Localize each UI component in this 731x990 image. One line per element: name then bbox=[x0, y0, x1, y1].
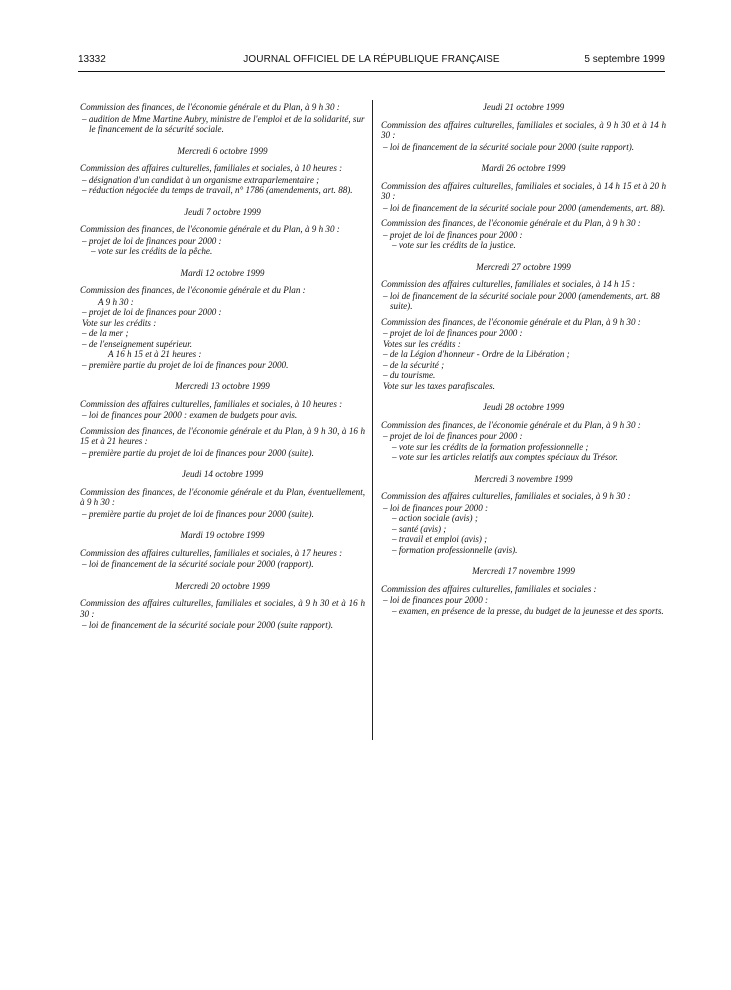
commission-heading: Commission des finances, de l'économie générale et du Plan : bbox=[80, 285, 306, 295]
agenda-item: – de la Légion d'honneur - Ordre de la Libération ; bbox=[383, 349, 570, 359]
page-number: 13332 bbox=[78, 54, 106, 65]
commission-heading: Commission des affaires culturelles, familiales et sociales, à 14 h 15 : bbox=[381, 279, 636, 289]
agenda-item: – réduction négociée du temps de travail, n° 1786 (amendements, art. 88). bbox=[82, 185, 353, 195]
left-column bbox=[80, 102, 365, 631]
agenda-item: – de la mer ; bbox=[82, 328, 129, 338]
date-heading: Mercredi 17 novembre 1999 bbox=[472, 566, 575, 576]
right-column bbox=[381, 102, 666, 616]
agenda-item: – première partie du projet de loi de finances pour 2000 (suite). bbox=[82, 447, 314, 458]
time-label: A 9 h 30 : bbox=[98, 296, 134, 307]
date-heading: Mercredi 6 octobre 1999 bbox=[177, 145, 268, 156]
agenda-item: – loi de finances pour 2000 : bbox=[383, 502, 489, 513]
journal-title: JOURNAL OFFICIEL DE LA RÉPUBLIQUE FRANÇAISE bbox=[243, 54, 500, 65]
commission-heading: Commission des affaires culturelles, familiales et sociales, à 10 heures : bbox=[80, 398, 343, 409]
date-heading: Mercredi 20 octobre 1999 bbox=[175, 580, 270, 591]
commission-heading: Commission des finances, de l'économie générale et du Plan, à 9 h 30 : bbox=[80, 102, 340, 112]
commission-heading: Commission des finances, de l'économie générale et du Plan, à 9 h 30 : bbox=[381, 316, 641, 327]
agenda-subitem: – formation professionnelle (avis). bbox=[392, 544, 518, 555]
header-rule bbox=[78, 71, 665, 72]
agenda-subitem: – action sociale (avis) ; bbox=[392, 513, 478, 523]
agenda-item: – projet de loi de finances pour 2000 : bbox=[82, 235, 222, 246]
commission-heading: Commission des affaires culturelles, familiales et sociales, à 17 heures : bbox=[80, 547, 343, 558]
commission-heading: Commission des finances, de l'économie générale et du Plan, à 9 h 30 : bbox=[381, 218, 641, 228]
agenda-item: – projet de loi de finances pour 2000 : bbox=[383, 328, 523, 338]
agenda-item: – loi de financement de la sécurité sociale pour 2000 (amendements, art. 88 suite). bbox=[383, 290, 660, 311]
date-heading: Mercredi 13 octobre 1999 bbox=[175, 381, 270, 391]
date-heading: Jeudi 7 octobre 1999 bbox=[184, 206, 261, 217]
agenda-item: – désignation d'un candidat à un organisme extraparlementaire ; bbox=[82, 174, 320, 185]
date-heading: Mardi 19 octobre 1999 bbox=[180, 530, 265, 540]
agenda-item: – loi de finances pour 2000 : bbox=[383, 595, 489, 605]
agenda-subitem: – travail et emploi (avis) ; bbox=[392, 534, 488, 544]
agenda-subitem: – vote sur les articles relatifs aux comptes spéciaux du Trésor. bbox=[392, 452, 618, 462]
commission-heading: Commission des affaires culturelles, familiales et sociales : bbox=[381, 583, 597, 594]
issue-date: 5 septembre 1999 bbox=[584, 54, 665, 65]
date-heading: Mardi 26 octobre 1999 bbox=[481, 163, 566, 173]
date-heading: Jeudi 14 octobre 1999 bbox=[181, 469, 264, 479]
commission-heading: Commission des finances, de l'économie générale et du Plan, à 9 h 30, à 16 h 15 et à 21 heures : bbox=[80, 425, 365, 446]
date-heading: Mercredi 3 novembre 1999 bbox=[474, 473, 573, 484]
commission-heading: Commission des finances, de l'économie générale et du Plan, éventuellement, à 9 h 30 : bbox=[80, 486, 365, 507]
agenda-item: – du tourisme. bbox=[383, 370, 436, 380]
date-heading: Mercredi 27 octobre 1999 bbox=[476, 261, 571, 272]
date-heading: Mardi 12 octobre 1999 bbox=[180, 267, 265, 278]
agenda-subitem: – examen, en présence de la presse, du budget de la jeunesse et des sports. bbox=[392, 605, 664, 616]
agenda-subitem: – santé (avis) ; bbox=[392, 523, 447, 534]
agenda-item: – de la sécurité ; bbox=[383, 359, 445, 370]
agenda-item: – première partie du projet de loi de finances pour 2000 (suite). bbox=[82, 508, 314, 519]
commission-heading: Commission des affaires culturelles, familiales et sociales, à 14 h 15 et à 20 h 30 : bbox=[381, 180, 666, 201]
date-heading: Jeudi 21 octobre 1999 bbox=[482, 102, 565, 112]
commission-heading: Commission des affaires culturelles, familiales et sociales, à 9 h 30 : bbox=[381, 491, 631, 501]
agenda-item: – loi de financement de la sécurité sociale pour 2000 (amendements, art. 88). bbox=[383, 202, 666, 213]
commission-heading: Commission des affaires culturelles, familiales et sociales, à 9 h 30 et à 14 h 30 : bbox=[381, 119, 666, 140]
column-divider bbox=[372, 100, 373, 740]
agenda-item: – audition de Mme Martine Aubry, ministre de l'emploi et de la solidarité, sur le financement de la sécurité sociale. bbox=[82, 113, 365, 134]
agenda-item: – loi de finances pour 2000 : examen de budgets pour avis. bbox=[82, 410, 298, 420]
agenda-item: – de l'enseignement supérieur. bbox=[82, 338, 193, 349]
time-label: A 16 h 15 et à 21 heures : bbox=[108, 349, 202, 359]
agenda-item: – projet de loi de finances pour 2000 : bbox=[383, 229, 523, 240]
commission-heading: Commission des finances, de l'économie générale et du Plan, à 9 h 30 : bbox=[80, 224, 340, 234]
agenda-item: – projet de loi de finances pour 2000 : bbox=[82, 307, 222, 317]
vote-label: Vote sur les crédits : bbox=[82, 317, 157, 328]
commission-heading: Commission des finances, de l'économie générale et du Plan, à 9 h 30 : bbox=[381, 419, 641, 430]
agenda-item: – projet de loi de finances pour 2000 : bbox=[383, 431, 523, 441]
agenda-subitem: – vote sur les crédits de la formation professionnelle ; bbox=[392, 441, 589, 452]
agenda-item: – loi de financement de la sécurité sociale pour 2000 (rapport). bbox=[82, 559, 314, 569]
vote-label: Votes sur les crédits : bbox=[383, 338, 461, 349]
agenda-item: – première partie du projet de loi de finances pour 2000. bbox=[82, 359, 289, 370]
agenda-item: – loi de financement de la sécurité sociale pour 2000 (suite rapport). bbox=[383, 141, 635, 152]
agenda-subitem: – vote sur les crédits de la justice. bbox=[392, 240, 516, 250]
date-heading: Jeudi 28 octobre 1999 bbox=[482, 402, 565, 412]
commission-heading: Commission des affaires culturelles, familiales et sociales, à 10 heures : bbox=[80, 163, 343, 173]
commission-heading: Commission des affaires culturelles, familiales et sociales, à 9 h 30 et à 16 h 30 : bbox=[80, 598, 365, 619]
agenda-subitem: – vote sur les crédits de la pêche. bbox=[91, 246, 213, 256]
vote-label: Vote sur les taxes parafiscales. bbox=[383, 380, 495, 391]
agenda-item: – loi de financement de la sécurité sociale pour 2000 (suite rapport). bbox=[82, 620, 334, 630]
